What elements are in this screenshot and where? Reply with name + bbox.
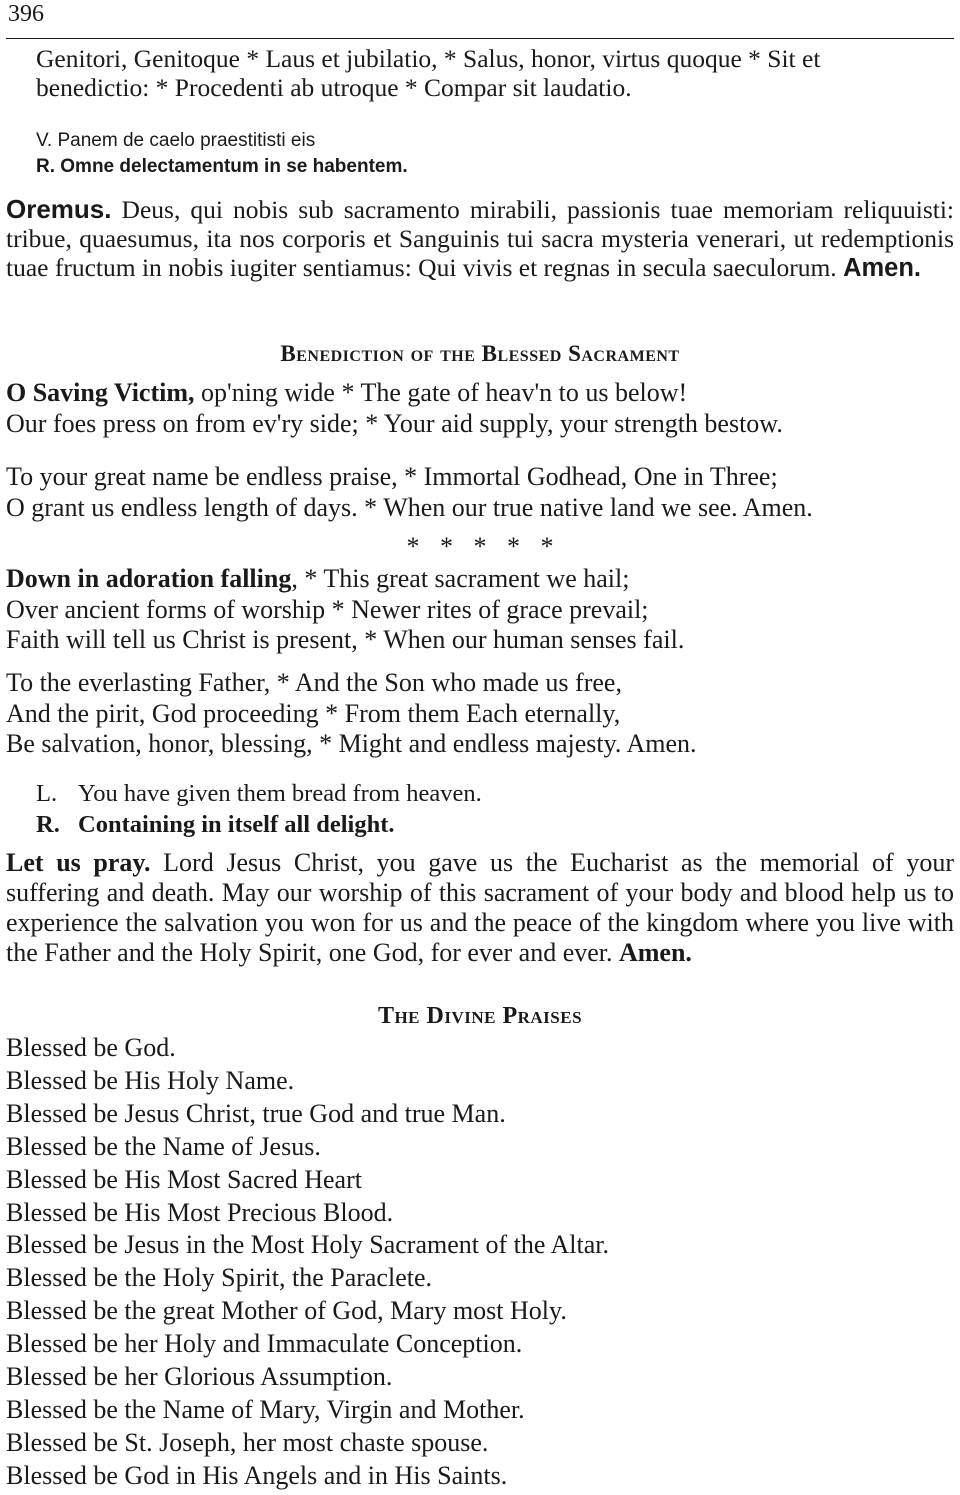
- benediction-heading: Benediction of the Blessed Sacrament: [280, 341, 680, 366]
- stanza-line: And the pirit, God proceeding * From them Each eternally,: [6, 698, 621, 728]
- praise-line: Blessed be Jesus in the Most Holy Sacrament of the Altar.: [6, 1230, 609, 1260]
- stanza-lead: Down in adoration falling: [6, 564, 292, 593]
- stanza-lead: O Saving Victim,: [6, 378, 195, 407]
- prayer-text: Lord Jesus Christ, you gave us the Eucharist as the memorial of your suffering and death. May our worship of this sacrament of your body and blood help us to experience the salvation you won for us and the peace of the kingdom where you live with the Father and the Holy Spirit, one God, for ever and ever.: [6, 848, 954, 967]
- latin-versicle-response: [36, 128, 736, 180]
- praise-line: Blessed be His Most Sacred Heart: [6, 1164, 362, 1194]
- o-saving-victim-stanza: [6, 378, 956, 439]
- response-label: R.: [36, 156, 55, 177]
- oremus-text: Deus, qui nobis sub sacramento mirabili, passionis tuae memoriam reliquuisti: tribue, quaesumus, ita nos corporis et Sanguinis tui sacra mysteria venerari, ut redemptionis tuae fructum in nobis iugiter sentiamus: Qui vivis et regnas in secula saeculorum.: [6, 195, 955, 282]
- prayer-lead: Let us pray.: [6, 848, 151, 877]
- everlasting-father-stanza: [6, 668, 956, 760]
- stanza-line: To your great name be endless praise, * Immortal Godhead, One in Three;: [6, 462, 778, 491]
- stanza-line: [6, 378, 956, 409]
- stanza-line-text: op'ning wide * The gate of heav'n to us below!: [201, 378, 688, 407]
- response-line: [36, 154, 736, 180]
- versicle-label: V.: [36, 130, 53, 151]
- let-us-pray-prayer: [6, 848, 954, 968]
- english-versicle-response: [36, 778, 736, 840]
- praise-line: Blessed be the great Mother of God, Mary most Holy.: [6, 1296, 567, 1326]
- latin-hymn-stanza: Genitori, Genitoque * Laus et jubilatio, * Salus, honor, virtus quoque * Sit et benedictio: * Procedenti ab utroque * Compar sit laudatio.: [36, 44, 821, 102]
- response-line: [36, 809, 736, 840]
- asterisk-divider: * * * * *: [406, 532, 554, 561]
- versicle-text: You have given them bread from heaven.: [78, 780, 482, 807]
- praise-line: Blessed be God.: [6, 1033, 176, 1062]
- stanza-line: Be salvation, honor, blessing, * Might and endless majesty. Amen.: [6, 729, 697, 758]
- down-in-adoration-stanza: [6, 564, 956, 656]
- versicle-line: [36, 128, 736, 154]
- praise-line: Blessed be the Name of Jesus.: [6, 1131, 321, 1161]
- versicle-line: [36, 778, 736, 809]
- divine-praises-heading: The Divine Praises: [377, 1003, 583, 1029]
- response-text: Omne delectamentum in se habentem.: [60, 156, 408, 177]
- oremus-prayer: [6, 195, 954, 283]
- stanza-line: O grant us endless length of days. * When our true native land we see. Amen.: [6, 492, 813, 522]
- stanza-line-text: , * This great sacrament we hail;: [291, 564, 630, 593]
- praise-line: Blessed be the Holy Spirit, the Paraclete.: [6, 1263, 433, 1293]
- praise-line: Blessed be His Holy Name.: [6, 1065, 295, 1095]
- oremus-amen: Amen.: [843, 254, 921, 282]
- prayer-amen: Amen.: [619, 938, 692, 967]
- oremus-lead: Oremus.: [6, 194, 112, 224]
- divine-praises-list: [6, 1032, 946, 1493]
- praise-line: Blessed be God in His Angels and in His Saints.: [6, 1460, 508, 1490]
- response-label: R.: [36, 811, 60, 838]
- stanza-line: [6, 564, 956, 595]
- stanza-line: Our foes press on from ev'ry side; * Your aid supply, your strength bestow.: [6, 408, 783, 438]
- praise-line: Blessed be her Holy and Immaculate Conception.: [6, 1329, 523, 1359]
- praise-line: Blessed be Jesus Christ, true God and true Man.: [6, 1098, 506, 1128]
- versicle-label: L.: [36, 780, 58, 807]
- praise-line: Blessed be her Glorious Assumption.: [6, 1362, 393, 1392]
- versicle-text: Panem de caelo praestitisti eis: [57, 130, 316, 151]
- stanza-line: Faith will tell us Christ is present, * When our human senses fail.: [6, 625, 685, 654]
- praise-line: Blessed be St. Joseph, her most chaste spouse.: [6, 1427, 489, 1457]
- praise-line: Blessed be the Name of Mary, Virgin and Mother.: [6, 1394, 525, 1424]
- stanza-line: To the everlasting Father, * And the Son who made us free,: [6, 668, 622, 697]
- great-name-stanza: [6, 462, 956, 523]
- response-text: Containing in itself all delight.: [78, 811, 395, 838]
- header-rule: [6, 38, 954, 39]
- praise-line: Blessed be His Most Precious Blood.: [6, 1197, 394, 1227]
- stanza-line: Over ancient forms of worship * Newer rites of grace prevail;: [6, 594, 649, 624]
- page-number: 396: [8, 1, 44, 27]
